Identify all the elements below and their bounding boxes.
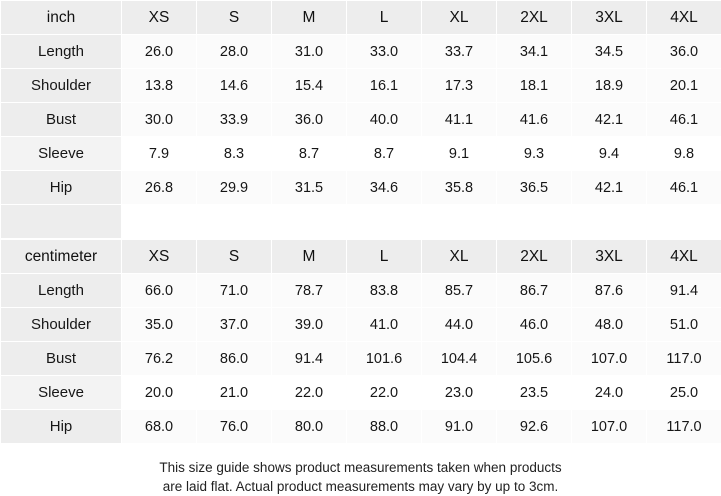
cell-bust-xl: 41.1 xyxy=(422,103,497,137)
cell-hip-m: 31.5 xyxy=(272,171,347,205)
cell-shoulder-4xl: 20.1 xyxy=(647,69,721,103)
cell-sleeve-l: 8.7 xyxy=(347,137,422,171)
cell-hip-4xl: 117.0 xyxy=(647,410,721,444)
cell-sleeve-2xl: 23.5 xyxy=(497,376,572,410)
cell-bust-3xl: 42.1 xyxy=(572,103,647,137)
size-header-m: M xyxy=(272,1,347,35)
table-row xyxy=(1,342,721,376)
cell-length-2xl: 86.7 xyxy=(497,274,572,308)
cell-sleeve-3xl: 24.0 xyxy=(572,376,647,410)
cell-length-l: 83.8 xyxy=(347,274,422,308)
cell-hip-l: 34.6 xyxy=(347,171,422,205)
row-label-sleeve: Sleeve xyxy=(1,376,122,410)
table-row xyxy=(1,35,721,69)
cell-sleeve-2xl: 9.3 xyxy=(497,137,572,171)
cell-bust-m: 91.4 xyxy=(272,342,347,376)
cell-bust-s: 86.0 xyxy=(197,342,272,376)
spacer-cell xyxy=(422,205,497,239)
row-label-bust: Bust xyxy=(1,342,122,376)
cell-shoulder-l: 16.1 xyxy=(347,69,422,103)
cell-sleeve-4xl: 25.0 xyxy=(647,376,721,410)
table-header-row-centimeter xyxy=(1,240,721,274)
cell-length-4xl: 36.0 xyxy=(647,35,721,69)
cell-bust-2xl: 41.6 xyxy=(497,103,572,137)
cell-length-4xl: 91.4 xyxy=(647,274,721,308)
cell-hip-2xl: 36.5 xyxy=(497,171,572,205)
spacer-cell xyxy=(1,205,122,239)
spacer-cell xyxy=(647,205,721,239)
note-line-1: This size guide shows product measurements taken when products xyxy=(0,458,721,477)
cell-bust-4xl: 117.0 xyxy=(647,342,721,376)
size-guide-note xyxy=(0,444,721,496)
table-header-row-inch xyxy=(1,1,721,35)
spacer-cell xyxy=(497,205,572,239)
unit-label-inch: inch xyxy=(1,1,122,35)
size-header-xs: XS xyxy=(122,1,197,35)
size-table-inch xyxy=(0,0,721,239)
size-header-l: L xyxy=(347,240,422,274)
cell-sleeve-s: 21.0 xyxy=(197,376,272,410)
cell-length-xl: 85.7 xyxy=(422,274,497,308)
row-label-length: Length xyxy=(1,35,122,69)
cell-shoulder-l: 41.0 xyxy=(347,308,422,342)
size-header-m: M xyxy=(272,240,347,274)
cell-sleeve-m: 22.0 xyxy=(272,376,347,410)
size-header-3xl: 3XL xyxy=(572,1,647,35)
cell-hip-3xl: 107.0 xyxy=(572,410,647,444)
row-label-hip: Hip xyxy=(1,410,122,444)
size-header-xl: XL xyxy=(422,1,497,35)
cell-length-3xl: 34.5 xyxy=(572,35,647,69)
cell-bust-m: 36.0 xyxy=(272,103,347,137)
spacer-cell xyxy=(197,205,272,239)
unit-label-centimeter: centimeter xyxy=(1,240,122,274)
size-header-4xl: 4XL xyxy=(647,1,721,35)
table-row xyxy=(1,376,721,410)
note-line-2: are laid flat. Actual product measurements may vary by up to 3cm. xyxy=(0,477,721,496)
row-label-shoulder: Shoulder xyxy=(1,69,122,103)
cell-hip-xl: 35.8 xyxy=(422,171,497,205)
cell-shoulder-2xl: 18.1 xyxy=(497,69,572,103)
cell-bust-l: 101.6 xyxy=(347,342,422,376)
cell-hip-s: 76.0 xyxy=(197,410,272,444)
cell-length-xs: 26.0 xyxy=(122,35,197,69)
cell-sleeve-m: 8.7 xyxy=(272,137,347,171)
cell-bust-4xl: 46.1 xyxy=(647,103,721,137)
cell-bust-3xl: 107.0 xyxy=(572,342,647,376)
cell-shoulder-xs: 13.8 xyxy=(122,69,197,103)
cell-bust-xl: 104.4 xyxy=(422,342,497,376)
cell-shoulder-3xl: 48.0 xyxy=(572,308,647,342)
cell-shoulder-xl: 44.0 xyxy=(422,308,497,342)
cell-length-l: 33.0 xyxy=(347,35,422,69)
cell-shoulder-m: 39.0 xyxy=(272,308,347,342)
cell-length-2xl: 34.1 xyxy=(497,35,572,69)
cell-hip-2xl: 92.6 xyxy=(497,410,572,444)
cell-sleeve-l: 22.0 xyxy=(347,376,422,410)
row-label-shoulder: Shoulder xyxy=(1,308,122,342)
cell-length-xs: 66.0 xyxy=(122,274,197,308)
size-header-2xl: 2XL xyxy=(497,1,572,35)
spacer-cell xyxy=(272,205,347,239)
cell-length-s: 71.0 xyxy=(197,274,272,308)
cell-length-xl: 33.7 xyxy=(422,35,497,69)
cell-length-s: 28.0 xyxy=(197,35,272,69)
cell-sleeve-4xl: 9.8 xyxy=(647,137,721,171)
cell-bust-xs: 30.0 xyxy=(122,103,197,137)
cell-sleeve-xl: 9.1 xyxy=(422,137,497,171)
cell-shoulder-3xl: 18.9 xyxy=(572,69,647,103)
cell-shoulder-2xl: 46.0 xyxy=(497,308,572,342)
size-header-4xl: 4XL xyxy=(647,240,721,274)
size-header-s: S xyxy=(197,240,272,274)
size-header-l: L xyxy=(347,1,422,35)
table-row xyxy=(1,103,721,137)
cell-shoulder-s: 14.6 xyxy=(197,69,272,103)
table-row xyxy=(1,69,721,103)
size-header-xl: XL xyxy=(422,240,497,274)
cell-hip-3xl: 42.1 xyxy=(572,171,647,205)
cell-hip-4xl: 46.1 xyxy=(647,171,721,205)
table-row xyxy=(1,137,721,171)
cell-length-3xl: 87.6 xyxy=(572,274,647,308)
cell-bust-xs: 76.2 xyxy=(122,342,197,376)
cell-bust-2xl: 105.6 xyxy=(497,342,572,376)
row-label-bust: Bust xyxy=(1,103,122,137)
cell-hip-s: 29.9 xyxy=(197,171,272,205)
cell-sleeve-xs: 20.0 xyxy=(122,376,197,410)
cell-shoulder-s: 37.0 xyxy=(197,308,272,342)
size-header-2xl: 2XL xyxy=(497,240,572,274)
cell-bust-l: 40.0 xyxy=(347,103,422,137)
cell-shoulder-xs: 35.0 xyxy=(122,308,197,342)
table-row xyxy=(1,274,721,308)
row-label-sleeve: Sleeve xyxy=(1,137,122,171)
cell-shoulder-m: 15.4 xyxy=(272,69,347,103)
row-label-hip: Hip xyxy=(1,171,122,205)
cell-hip-l: 88.0 xyxy=(347,410,422,444)
cell-hip-xs: 26.8 xyxy=(122,171,197,205)
table-row xyxy=(1,410,721,444)
table-spacer-row xyxy=(1,205,721,239)
spacer-cell xyxy=(122,205,197,239)
spacer-cell xyxy=(347,205,422,239)
cell-bust-s: 33.9 xyxy=(197,103,272,137)
size-header-3xl: 3XL xyxy=(572,240,647,274)
cell-length-m: 31.0 xyxy=(272,35,347,69)
cell-sleeve-xs: 7.9 xyxy=(122,137,197,171)
table-row xyxy=(1,171,721,205)
cell-shoulder-xl: 17.3 xyxy=(422,69,497,103)
size-header-xs: XS xyxy=(122,240,197,274)
spacer-cell xyxy=(572,205,647,239)
row-label-length: Length xyxy=(1,274,122,308)
cell-sleeve-3xl: 9.4 xyxy=(572,137,647,171)
cell-hip-xs: 68.0 xyxy=(122,410,197,444)
cell-hip-m: 80.0 xyxy=(272,410,347,444)
size-table-centimeter xyxy=(0,239,721,444)
cell-shoulder-4xl: 51.0 xyxy=(647,308,721,342)
cell-sleeve-s: 8.3 xyxy=(197,137,272,171)
table-row xyxy=(1,308,721,342)
cell-length-m: 78.7 xyxy=(272,274,347,308)
cell-hip-xl: 91.0 xyxy=(422,410,497,444)
size-header-s: S xyxy=(197,1,272,35)
cell-sleeve-xl: 23.0 xyxy=(422,376,497,410)
